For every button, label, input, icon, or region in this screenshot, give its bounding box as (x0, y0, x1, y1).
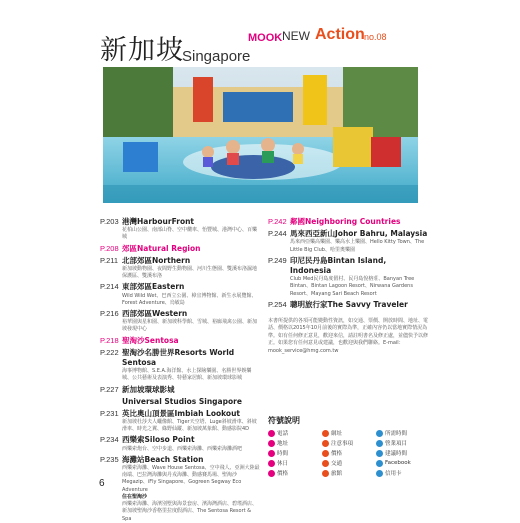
toc-entry (100, 397, 260, 407)
toc-entry (100, 435, 260, 445)
symbol-item (376, 439, 428, 447)
toc-title: 西樂索Siloso Point (122, 435, 195, 445)
symbol-label: 信用卡 (385, 471, 402, 477)
symbol-label: 時間 (277, 451, 289, 457)
symbol-legend (268, 415, 428, 477)
toc-page: P.214 (100, 282, 119, 292)
toc-entry (100, 409, 260, 419)
toc-title: 印尼民丹島Bintan Island, Indonesia (290, 255, 387, 275)
symbol-label: 休日 (277, 461, 289, 467)
symbol-item (268, 439, 320, 447)
toc-page: P.208 (100, 243, 119, 253)
toc-description: 花柏山公園、南部山脊、空中纜車、怡豐城、港灣中心、百樂城 (122, 227, 258, 241)
series-action: Action (315, 26, 365, 43)
symbol-item (376, 459, 428, 467)
symbol-icon (376, 470, 383, 477)
symbol-label: 旅館 (331, 471, 343, 477)
symbol-icon (268, 460, 275, 467)
toc-page: P.231 (100, 408, 119, 418)
symbol-item (376, 469, 428, 477)
symbol-icon (376, 460, 383, 467)
page-number: 6 (99, 478, 105, 489)
toc-entry (100, 244, 260, 254)
symbol-item (376, 449, 428, 457)
brand-logo: MOOK (248, 32, 283, 44)
toc-page: P.222 (100, 347, 119, 357)
toc-description: Club Med民丹島度假村、民丹島悅榕莊、Banyan Tree Bintan、Bintan Lagoon Resort、Nirwana Gardens Resort、Mayang Sari Beach Resort (290, 276, 415, 297)
toc-title: 聖淘沙名勝世界Resorts World Sentosa (122, 347, 235, 367)
toc-page: P.249 (268, 255, 287, 265)
toc-sub-description: 西樂索海灘、海濱別墅與海景套房、濱海灣酒店、碧瑤酒店、新加坡聖淘沙香格里拉度假酒店、The Sentosa Resort & Spa (122, 501, 258, 522)
info-note: 本書所提供的各項可能變動性資訊，如交通、票價、開放時間、地址、電話、價格以2015年10月前後的實際為準，正確內容仍以當地實際情況為準。如有任何修正意見，歡迎來信，請註明書名及修正處，並儘快予以修正。如果您有任何意見或建議，也歡迎與我們聯絡。E-mail：mook_service@hmg.com.tw (268, 317, 429, 354)
toc-entry (100, 455, 260, 465)
toc-entry (100, 309, 260, 319)
symbol-item (322, 439, 374, 447)
symbol-icon (376, 450, 383, 457)
toc-description: 新加坡動物園、夜間野生動物園、河川生態園、雙溪布洛濕地保護區、雙溪布洛 (122, 265, 258, 280)
toc-description: 海事博物館、S.E.A.海洋館、水上探險樂園、名勝世界娛樂城、公共藝術及表演秀、特藝家居館、新加坡環球影城 (122, 368, 252, 382)
issue-number: no.08 (364, 32, 387, 42)
toc-entry (100, 256, 260, 266)
symbol-label: 電話 (277, 431, 289, 437)
toc-title: 港灣HarbourFront (122, 217, 195, 226)
series-new: NEW (282, 29, 310, 43)
toc-page: P.218 (100, 335, 119, 345)
toc-description: 馬來西亞樂高樂園、樂高水上樂園、Hello Kitty Town、The Little Big Club、哈里奧樂園 (290, 239, 425, 253)
symbol-label: 價格 (331, 451, 343, 457)
title-en: Singapore (182, 48, 251, 65)
symbol-icon (322, 470, 329, 477)
symbol-icon (322, 440, 329, 447)
toc-page: P.244 (268, 229, 287, 239)
toc-page: P.211 (100, 255, 119, 265)
symbol-label: 地址 (277, 441, 289, 447)
toc-description: 新加坡杜莎夫人蠟像館、Tiger天空塔、Luge斜坡滑車、斜坡滑車、時光之翼、綠野仙蹤、新加坡萬象館、動感影院4D (122, 418, 257, 433)
symbol-item (322, 429, 374, 437)
toc-entry (100, 348, 260, 368)
symbol-icon (376, 440, 383, 447)
symbol-item (268, 469, 320, 477)
symbol-label: 所需時間 (385, 431, 408, 437)
toc-description: 裕華園與星和園、新加坡科學館、雪城、裕廊飛禽公園、新加坡發現中心 (122, 319, 258, 333)
cover-photo (103, 67, 418, 203)
symbol-icon (376, 430, 383, 437)
toc-title: 東部郊區Eastern (122, 282, 185, 292)
symbol-icon (268, 450, 275, 457)
toc-page: P.203 (100, 217, 119, 226)
toc-title: 聖淘沙Sentosa (122, 335, 179, 345)
symbol-label: 價格 (277, 471, 289, 477)
symbol-item (322, 469, 374, 477)
toc-page: P.242 (268, 217, 287, 226)
toc-page: P.227 (100, 384, 119, 394)
toc-page: P.254 (268, 299, 287, 309)
toc-title: 北部郊區Northern (122, 255, 191, 265)
toc-page: P.216 (100, 309, 119, 318)
symbol-label: 注意事項 (331, 441, 354, 447)
toc-title: 西部郊區Western (122, 309, 188, 318)
toc-title: 海灘站Beach Station (122, 454, 204, 464)
symbol-icon (268, 430, 275, 437)
symbol-item (268, 449, 320, 457)
toc-title: Universal Studios Singapore (122, 396, 242, 406)
symbol-legend-heading: 符號說明 (268, 416, 300, 425)
symbol-label: 網址 (331, 431, 343, 437)
toc-title: 馬來西亞新山Johor Bahru, Malaysia (290, 229, 428, 239)
toc-description: Wild Wild Wet、巴西立公園、樟宜博物館、新生水展覽館、Forest Adventure、烏敏島 (122, 292, 257, 306)
toc-entry (100, 385, 260, 395)
title-zh: 新加坡 (100, 35, 184, 66)
toc-title: 新加坡環球影城 (122, 384, 175, 394)
symbol-icon (322, 430, 329, 437)
toc-right-column (268, 215, 428, 355)
toc-page: P.235 (100, 454, 119, 464)
toc-entry (100, 282, 260, 292)
toc-entry (100, 217, 260, 227)
symbol-icon (322, 450, 329, 457)
toc-title: 鄰國Neighboring Countries (290, 217, 401, 226)
toc-entry (268, 256, 428, 276)
toc-title: 郊區Natural Region (122, 243, 201, 253)
symbol-item (322, 449, 374, 457)
toc-entry (268, 217, 428, 227)
toc-title: 聰明旅行家The Savvy Traveler (290, 299, 408, 309)
toc-title: 英比奧山頂景區Imbiah Lookout (122, 408, 241, 418)
toc-entry (268, 300, 428, 310)
symbol-icon (268, 440, 275, 447)
symbol-label: 交通 (331, 461, 343, 467)
symbol-label: Facebook (385, 460, 411, 466)
symbol-item (376, 429, 428, 437)
toc-entry (100, 336, 260, 346)
symbol-item (322, 459, 374, 467)
symbol-item (268, 459, 320, 467)
toc-page: P.234 (100, 435, 119, 445)
toc-sub-heading: 住在聖淘沙 (122, 493, 148, 500)
toc-entry (268, 229, 428, 239)
toc-description: 西樂索炮台、空中步道、西樂索海灘、西樂索海灘酒吧 (122, 445, 243, 452)
symbol-icon (322, 460, 329, 467)
symbol-label: 建議時間 (385, 451, 408, 457)
symbol-item (268, 429, 320, 437)
toc-description: 西樂索海灘、Wave House Sentosa、空中飛人、亞洲大陸最南端、巴拉灣海灘與丹戎海灘、動感賽馬場、聖淘沙Megazip、iFly Singapore、Gogreen Segway Eco Adventure (122, 464, 260, 493)
symbol-label: 營業項目 (385, 441, 408, 447)
symbol-icon (268, 470, 275, 477)
toc-left-column (100, 215, 260, 523)
